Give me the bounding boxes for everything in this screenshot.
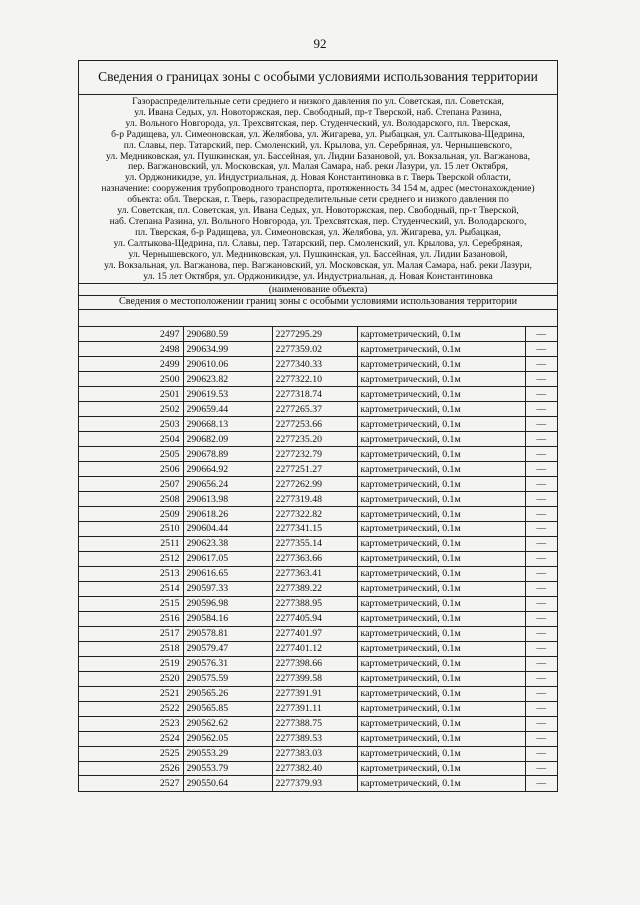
y-coordinate-cell: 2277341.15	[272, 522, 357, 537]
method-cell: картометрический, 0.1м	[357, 611, 525, 626]
y-coordinate-cell: 2277379.93	[272, 776, 357, 791]
point-number-cell: 2522	[79, 701, 183, 716]
method-cell: картометрический, 0.1м	[357, 357, 525, 372]
y-coordinate-cell: 2277389.22	[272, 581, 357, 596]
description-line: ул. Салтыкова-Щедрина, пл. Славы, пер. Татарский, пер. Смоленский, ул. Крылова, ул. Серебряная,	[113, 237, 523, 249]
point-number-cell: 2510	[79, 522, 183, 537]
point-number-cell: 2527	[79, 776, 183, 791]
note-cell: —	[525, 551, 557, 566]
x-coordinate-cell: 290668.13	[183, 417, 272, 432]
y-coordinate-cell: 2277340.33	[272, 357, 357, 372]
y-coordinate-cell: 2277383.03	[272, 746, 357, 761]
note-cell: —	[525, 611, 557, 626]
y-coordinate-cell: 2277363.41	[272, 566, 357, 581]
x-coordinate-cell: 290618.26	[183, 507, 272, 522]
y-coordinate-cell: 2277319.48	[272, 492, 357, 507]
x-coordinate-cell: 290619.53	[183, 387, 272, 402]
y-coordinate-cell: 2277295.29	[272, 327, 357, 342]
x-coordinate-cell: 290579.47	[183, 641, 272, 656]
point-number-cell: 2516	[79, 611, 183, 626]
point-number-cell: 2521	[79, 686, 183, 701]
description-line: б-р Радищева, ул. Симеоновская, ул. Желябова, ул. Жигарева, ул. Рыбацкая, ул. Салтыкова-Щедрина,	[111, 128, 525, 140]
table-row	[79, 686, 557, 701]
method-cell: картометрический, 0.1м	[357, 566, 525, 581]
description-line: назначение: сооружения трубопроводного транспорта, протяженность 34 154 м, адрес (местонахождение)	[101, 183, 535, 195]
form-title: Сведения о границах зоны с особыми условиями использования территории	[79, 61, 557, 95]
point-number-cell: 2523	[79, 716, 183, 731]
y-coordinate-cell: 2277401.97	[272, 626, 357, 641]
method-cell: картометрический, 0.1м	[357, 417, 525, 432]
method-cell: картометрический, 0.1м	[357, 372, 525, 387]
y-coordinate-cell: 2277382.40	[272, 761, 357, 776]
method-cell: картометрический, 0.1м	[357, 447, 525, 462]
note-cell: —	[525, 626, 557, 641]
x-coordinate-cell: 290562.62	[183, 716, 272, 731]
note-cell: —	[525, 596, 557, 611]
table-row	[79, 462, 557, 477]
note-cell: —	[525, 507, 557, 522]
method-cell: картометрический, 0.1м	[357, 492, 525, 507]
note-cell: —	[525, 357, 557, 372]
x-coordinate-cell: 290576.31	[183, 656, 272, 671]
y-coordinate-cell: 2277262.99	[272, 477, 357, 492]
description-line: ул. Орджоникидзе, ул. Индустриальная, д. Новая Константиновка в г. Тверь Тверской области,	[125, 172, 511, 184]
table-row	[79, 447, 557, 462]
note-cell: —	[525, 447, 557, 462]
x-coordinate-cell: 290616.65	[183, 566, 272, 581]
method-cell: картометрический, 0.1м	[357, 387, 525, 402]
x-coordinate-cell: 290610.06	[183, 357, 272, 372]
note-cell: —	[525, 671, 557, 686]
method-cell: картометрический, 0.1м	[357, 746, 525, 761]
table-row	[79, 656, 557, 671]
method-cell: картометрический, 0.1м	[357, 641, 525, 656]
description-line: ул. Ивана Седых, ул. Новоторжская, пер. Свободный, пр-т Тверской, наб. Степана Разина,	[134, 106, 502, 118]
point-number-cell: 2520	[79, 671, 183, 686]
note-cell: —	[525, 372, 557, 387]
point-number-cell: 2514	[79, 581, 183, 596]
description-line: ул. Медниковская, ул. Пушкинская, ул. Бассейная, ул. Лидии Базановой, ул. Вокзальная, ул. Вагжанова,	[105, 150, 531, 162]
method-cell: картометрический, 0.1м	[357, 327, 525, 342]
spacer-row	[79, 309, 557, 326]
point-number-cell: 2511	[79, 536, 183, 551]
note-cell: —	[525, 566, 557, 581]
y-coordinate-cell: 2277322.10	[272, 372, 357, 387]
x-coordinate-cell: 290623.38	[183, 536, 272, 551]
point-number-cell: 2499	[79, 357, 183, 372]
method-cell: картометрический, 0.1м	[357, 761, 525, 776]
point-number-cell: 2503	[79, 417, 183, 432]
table-row	[79, 372, 557, 387]
description-line: ул. Вольного Новгорода, ул. Трехсвятская, пер. Студенческий, ул. Володарского, пл. Тверская,	[125, 117, 511, 129]
note-cell: —	[525, 342, 557, 357]
method-cell: картометрический, 0.1м	[357, 716, 525, 731]
x-coordinate-cell: 290596.98	[183, 596, 272, 611]
method-cell: картометрический, 0.1м	[357, 507, 525, 522]
y-coordinate-cell: 2277363.66	[272, 551, 357, 566]
point-number-cell: 2508	[79, 492, 183, 507]
table-row	[79, 551, 557, 566]
method-cell: картометрический, 0.1м	[357, 776, 525, 791]
x-coordinate-cell: 290680.59	[183, 327, 272, 342]
table-row	[79, 641, 557, 656]
table-row	[79, 581, 557, 596]
method-cell: картометрический, 0.1м	[357, 596, 525, 611]
description-line: пер. Вагжановский, ул. Московская, ул. Малая Самара, наб. реки Лазури, ул. 15 лет Октября,	[128, 161, 508, 173]
y-coordinate-cell: 2277355.14	[272, 536, 357, 551]
x-coordinate-cell: 290550.64	[183, 776, 272, 791]
y-coordinate-cell: 2277251.27	[272, 462, 357, 477]
table-row	[79, 611, 557, 626]
table-row	[79, 701, 557, 716]
table-row	[79, 596, 557, 611]
note-cell: —	[525, 656, 557, 671]
point-number-cell: 2502	[79, 402, 183, 417]
description-line: ул. Чернышевского, ул. Медниковская, ул. Пушкинская, ул. Бассейная, ул. Лидии Базановой,	[128, 248, 508, 260]
method-cell: картометрический, 0.1м	[357, 551, 525, 566]
y-coordinate-cell: 2277322.82	[272, 507, 357, 522]
point-number-cell: 2517	[79, 626, 183, 641]
point-number-cell: 2525	[79, 746, 183, 761]
description-line: наб. Степана Разина, ул. Вольного Новгорода, ул. Трехсвятская, пер. Студенческий, ул. Володарского,	[109, 215, 527, 227]
table-row	[79, 626, 557, 641]
y-coordinate-cell: 2277398.66	[272, 656, 357, 671]
y-coordinate-cell: 2277235.20	[272, 432, 357, 447]
point-number-cell: 2518	[79, 641, 183, 656]
table-row	[79, 342, 557, 357]
method-cell: картометрический, 0.1м	[357, 402, 525, 417]
table-row	[79, 746, 557, 761]
description-line: пл. Славы, пер. Татарский, пер. Смоленский, ул. Крылова, ул. Серебряная, ул. Чернышевского,	[123, 139, 513, 151]
point-number-cell: 2515	[79, 596, 183, 611]
note-cell: —	[525, 462, 557, 477]
table-row	[79, 492, 557, 507]
method-cell: картометрический, 0.1м	[357, 671, 525, 686]
table-row	[79, 357, 557, 372]
note-cell: —	[525, 432, 557, 447]
note-cell: —	[525, 581, 557, 596]
x-coordinate-cell: 290659.44	[183, 402, 272, 417]
table-row	[79, 776, 557, 791]
method-cell: картометрический, 0.1м	[357, 536, 525, 551]
zone-info-form	[78, 60, 558, 792]
x-coordinate-cell: 290565.85	[183, 701, 272, 716]
description-line: ул. 15 лет Октября, ул. Орджоникидзе, ул. Индустриальная, д. Новая Константиновка	[143, 270, 493, 282]
point-number-cell: 2524	[79, 731, 183, 746]
y-coordinate-cell: 2277401.12	[272, 641, 357, 656]
x-coordinate-cell: 290617.05	[183, 551, 272, 566]
note-cell: —	[525, 776, 557, 791]
note-cell: —	[525, 477, 557, 492]
x-coordinate-cell: 290656.24	[183, 477, 272, 492]
method-cell: картометрический, 0.1м	[357, 522, 525, 537]
method-cell: картометрический, 0.1м	[357, 626, 525, 641]
y-coordinate-cell: 2277399.58	[272, 671, 357, 686]
y-coordinate-cell: 2277388.95	[272, 596, 357, 611]
method-cell: картометрический, 0.1м	[357, 731, 525, 746]
x-coordinate-cell: 290613.98	[183, 492, 272, 507]
table-row	[79, 731, 557, 746]
point-number-cell: 2506	[79, 462, 183, 477]
note-cell: —	[525, 417, 557, 432]
x-coordinate-cell: 290584.16	[183, 611, 272, 626]
table-row	[79, 477, 557, 492]
table-row	[79, 507, 557, 522]
point-number-cell: 2497	[79, 327, 183, 342]
x-coordinate-cell: 290553.29	[183, 746, 272, 761]
description-line: объекта: обл. Тверская, г. Тверь, газораспределительные сети среднего и низкого давления по	[127, 194, 509, 206]
x-coordinate-cell: 290553.79	[183, 761, 272, 776]
method-cell: картометрический, 0.1м	[357, 656, 525, 671]
table-row	[79, 327, 557, 342]
y-coordinate-cell: 2277405.94	[272, 611, 357, 626]
description-line: ул. Вокзальная, ул. Вагжанова, пер. Вагжановский, ул. Московская, ул. Малая Самара, наб. реки Лазури,	[104, 259, 532, 271]
description-line: пл. Тверская, б-р Радищева, ул. Симеоновская, ул. Желябова, ул. Жигарева, ул. Рыбацкая,	[135, 226, 501, 238]
point-number-cell: 2512	[79, 551, 183, 566]
method-cell: картометрический, 0.1м	[357, 701, 525, 716]
point-number-cell: 2500	[79, 372, 183, 387]
y-coordinate-cell: 2277232.79	[272, 447, 357, 462]
note-cell: —	[525, 492, 557, 507]
page-number: 92	[313, 36, 327, 51]
x-coordinate-cell: 290565.26	[183, 686, 272, 701]
x-coordinate-cell: 290604.44	[183, 522, 272, 537]
description-line: Газораспределительные сети среднего и низкого давления по ул. Советская, пл. Советская,	[132, 96, 504, 107]
note-cell: —	[525, 522, 557, 537]
table-row	[79, 387, 557, 402]
table-row	[79, 417, 557, 432]
x-coordinate-cell: 290682.09	[183, 432, 272, 447]
method-cell: картометрический, 0.1м	[357, 342, 525, 357]
note-cell: —	[525, 387, 557, 402]
object-description	[79, 95, 557, 283]
x-coordinate-cell: 290562.05	[183, 731, 272, 746]
y-coordinate-cell: 2277359.02	[272, 342, 357, 357]
x-coordinate-cell: 290678.89	[183, 447, 272, 462]
table-row	[79, 432, 557, 447]
x-coordinate-cell: 290623.82	[183, 372, 272, 387]
point-number-cell: 2504	[79, 432, 183, 447]
y-coordinate-cell: 2277253.66	[272, 417, 357, 432]
note-cell: —	[525, 536, 557, 551]
point-number-cell: 2509	[79, 507, 183, 522]
y-coordinate-cell: 2277318.74	[272, 387, 357, 402]
x-coordinate-cell: 290664.92	[183, 462, 272, 477]
point-number-cell: 2505	[79, 447, 183, 462]
table-row	[79, 402, 557, 417]
table-row	[79, 522, 557, 537]
x-coordinate-cell: 290597.33	[183, 581, 272, 596]
point-number-cell: 2501	[79, 387, 183, 402]
table-row	[79, 671, 557, 686]
y-coordinate-cell: 2277391.11	[272, 701, 357, 716]
table-row	[79, 716, 557, 731]
method-cell: картометрический, 0.1м	[357, 581, 525, 596]
table-row	[79, 536, 557, 551]
x-coordinate-cell: 290575.59	[183, 671, 272, 686]
description-line: ул. Советская, пл. Советская, ул. Ивана Седых, ул. Новоторжская, пер. Свободный, пр-т Тверской,	[117, 205, 519, 217]
note-cell: —	[525, 686, 557, 701]
note-cell: —	[525, 641, 557, 656]
table-row	[79, 566, 557, 581]
note-cell: —	[525, 731, 557, 746]
method-cell: картометрический, 0.1м	[357, 686, 525, 701]
note-cell: —	[525, 327, 557, 342]
x-coordinate-cell: 290578.81	[183, 626, 272, 641]
object-name-caption: (наименование объекта)	[79, 283, 557, 295]
point-number-cell: 2526	[79, 761, 183, 776]
point-number-cell: 2519	[79, 656, 183, 671]
note-cell: —	[525, 746, 557, 761]
y-coordinate-cell: 2277391.91	[272, 686, 357, 701]
y-coordinate-cell: 2277388.75	[272, 716, 357, 731]
location-subtitle: Сведения о местоположении границ зоны с особыми условиями использования территории	[79, 295, 557, 309]
note-cell: —	[525, 402, 557, 417]
point-number-cell: 2498	[79, 342, 183, 357]
x-coordinate-cell: 290634.99	[183, 342, 272, 357]
y-coordinate-cell: 2277389.53	[272, 731, 357, 746]
note-cell: —	[525, 716, 557, 731]
method-cell: картометрический, 0.1м	[357, 462, 525, 477]
coordinates-table	[79, 326, 557, 791]
note-cell: —	[525, 701, 557, 716]
point-number-cell: 2507	[79, 477, 183, 492]
point-number-cell: 2513	[79, 566, 183, 581]
method-cell: картометрический, 0.1м	[357, 432, 525, 447]
y-coordinate-cell: 2277265.37	[272, 402, 357, 417]
note-cell: —	[525, 761, 557, 776]
method-cell: картометрический, 0.1м	[357, 477, 525, 492]
table-row	[79, 761, 557, 776]
